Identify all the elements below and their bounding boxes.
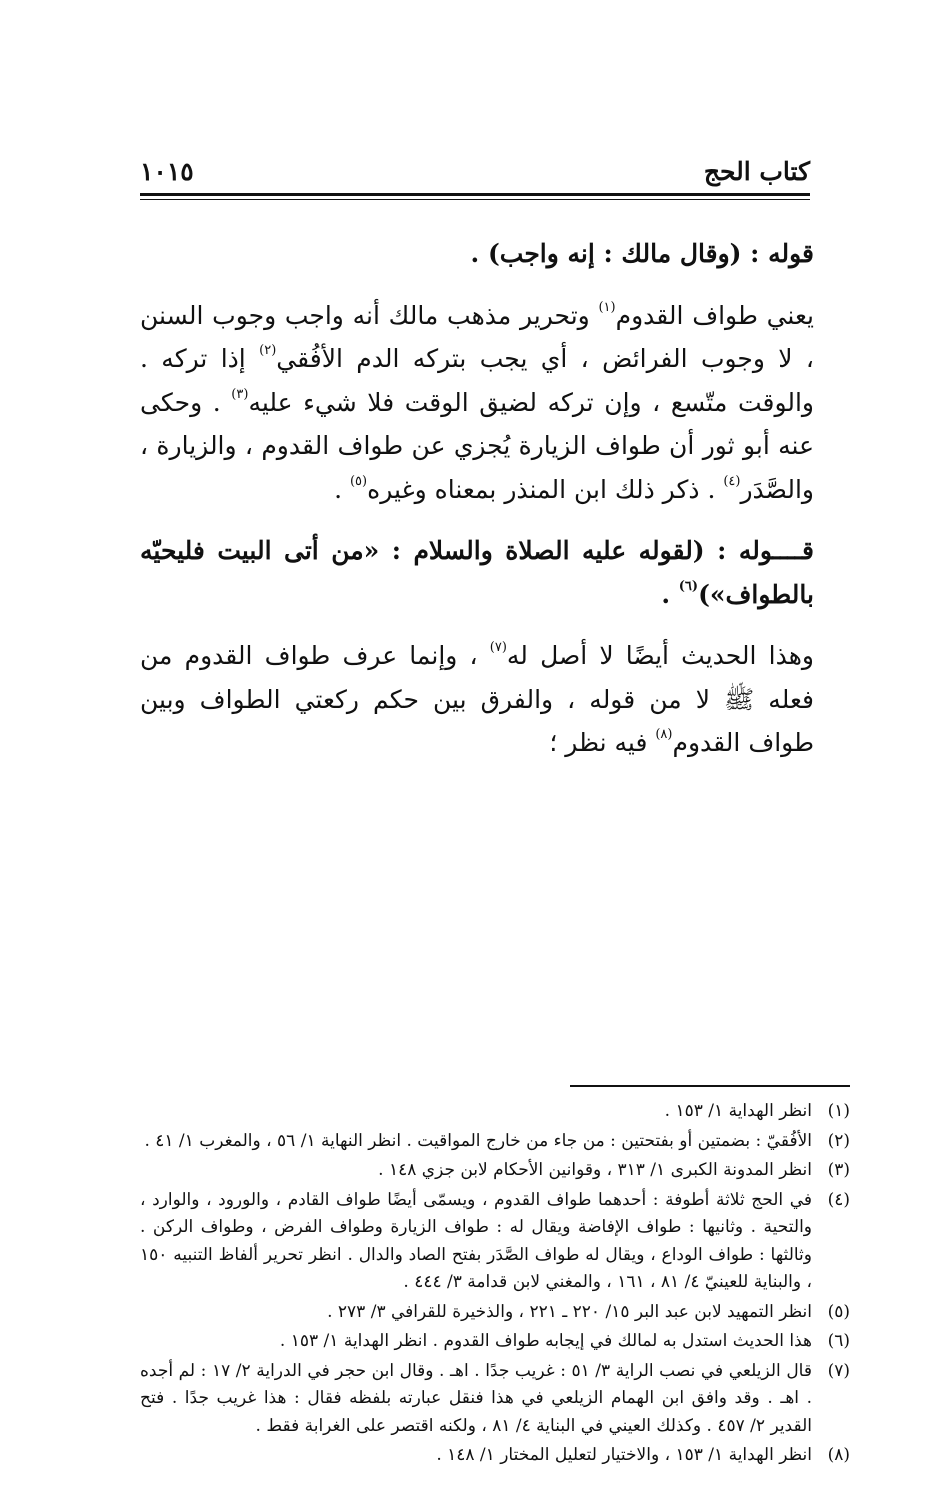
page-number: ١٠١٥ [140,157,194,186]
footnote-text: انظر الهداية ١/ ١٥٣ . [664,1101,812,1121]
main-text [140,232,814,783]
footnote-number: (٨) [827,1445,850,1466]
footnotes [140,1098,850,1472]
paragraph-3: قــــوله : (لقوله عليه الصلاة والسلام : «من أتى البيت فليحيّه بالطواف»)$^{(٦)}$ . [140,536,814,609]
footnote-ref-4[interactable]: (٤) [723,473,741,489]
footnote-number: (٢) [827,1130,850,1151]
footnote-ref-3[interactable]: (٣) [231,386,249,402]
footnote-ref-8[interactable]: (٨) [655,727,673,742]
footnote-text: انظر المدونة الكبرى ١/ ٣١٣ ، وقوانين الأحكام لابن جزي ١٤٨ . [378,1160,812,1181]
footnote-ref-5[interactable]: (٥) [349,473,368,489]
footnote-ref-1[interactable]: (١) [598,299,616,315]
footnote-text: هذا الحديث استدل به لمالك في إيجابه طواف القدوم . انظر الهداية ١/ ١٥٣ . [279,1331,812,1352]
footnote [140,1187,850,1297]
footnote-ref-6[interactable]: (٦) [678,578,699,594]
paragraph-1: قوله : (وقال مالك : إنه واجب) . [470,239,814,268]
footnote [140,1328,850,1356]
footnote-text: الأفُقيّ : بضمتين أو بفتحتين : من جاء من خارج المواقيت . انظر النهاية ١/ ٥٦ ، والمغرب ١/ ٤١ . [144,1130,812,1151]
footnote-number: (٦) [827,1331,850,1352]
header-rule [140,193,810,200]
footnote-text: انظر الهداية ١/ ١٥٣ ، والاختيار لتعليل المختار ١/ ١٤٨ . [436,1445,812,1466]
footnote [140,1157,850,1185]
page-header [140,150,810,186]
footnote [140,1299,850,1327]
footnote [140,1098,850,1126]
footnote-ref-2[interactable]: (٢) [259,343,277,358]
footnote [140,1442,850,1470]
footnote [140,1128,850,1156]
footnote-number: (٣) [827,1160,850,1181]
footnote-text: انظر التمهيد لابن عبد البر ١٥/ ٢٢٠ ـ ٢٢١ ، والذخيرة للقرافي ٣/ ٢٧٣ . [327,1301,812,1322]
footnote [140,1358,850,1441]
footnote-text: قال الزيلعي في نصب الراية ٣/ ٥١ : غريب جدًا . اهـ . وقال ابن حجر في الدراية ٢/ ١٧ : لم أجده . اهـ . وقد وافق ابن الهمام الزيلعي في هذا فنقل عبارته بلفظه فقال : هذا غريب جدًا . فتح القدير ٢/ ٤٥٧ . وكذلك العيني في البناية ٤/ ٨١ ، ولكنه اقتصر على الغرابة فقط . [140,1360,812,1436]
footnote-separator [570,1085,850,1087]
running-title: كتاب الحج [703,157,810,186]
footnote-number: (١) [827,1101,850,1121]
footnote-text: في الحج ثلاثة أطوفة : أحدهما طواف القدوم ، ويسمّى أيضًا طواف القادم ، والورود ، والوارد ، والتحية . وثانيها : طواف الإفاضة ويقال له : طواف الزيارة وطواف الفرض ، وطواف الركن . وثالثها : طواف الوداع ، ويقال له طواف الصَّدَر بفتح الصاد والدال . انظر تحرير ألفاظ التنبيه ١٥٠ ، والبناية للعينيّ ٤/ ٨١ ، ١٦١ ، والمغني لابن قدامة ٣/ ٤٤٤ . [140,1189,812,1293]
paragraph-2: يعني طواف القدوم$^{(١)}$ وتحرير مذهب مالك أنه واجب وجوب السنن ، لا وجوب الفرائض ، أي يجب بتركه الدم الأفُقي$^{(٢)}$ إذا تركه . والوقت متّسع ، وإن تركه لضيق الوقت فلا شيء عليه$^{(٣)}$ . وحكى عنه أبو ثور أن طواف الزيارة يُجزي عن طواف القدوم ، والزيارة ، والصَّدَر$^{(٤)}$ . ذكر ذلك ابن المنذر بمعناه وغيره$^{(٥)}$ . [140,299,814,504]
footnote-ref-7[interactable]: (٧) [489,640,507,655]
footnote-number: (٧) [827,1360,850,1381]
footnote-number: (٥) [827,1301,850,1322]
paragraph-4: وهذا الحديث أيضًا لا أصل له$^{(٧)}$ ، وإنما عرف طواف القدوم من فعله ﷺ لا من قوله ، والفرق بين حكم ركعتي الطواف وبين طواف القدوم$^{(٨)}$ فيه نظر ؛ [140,640,814,757]
footnote-number: (٤) [827,1189,850,1210]
